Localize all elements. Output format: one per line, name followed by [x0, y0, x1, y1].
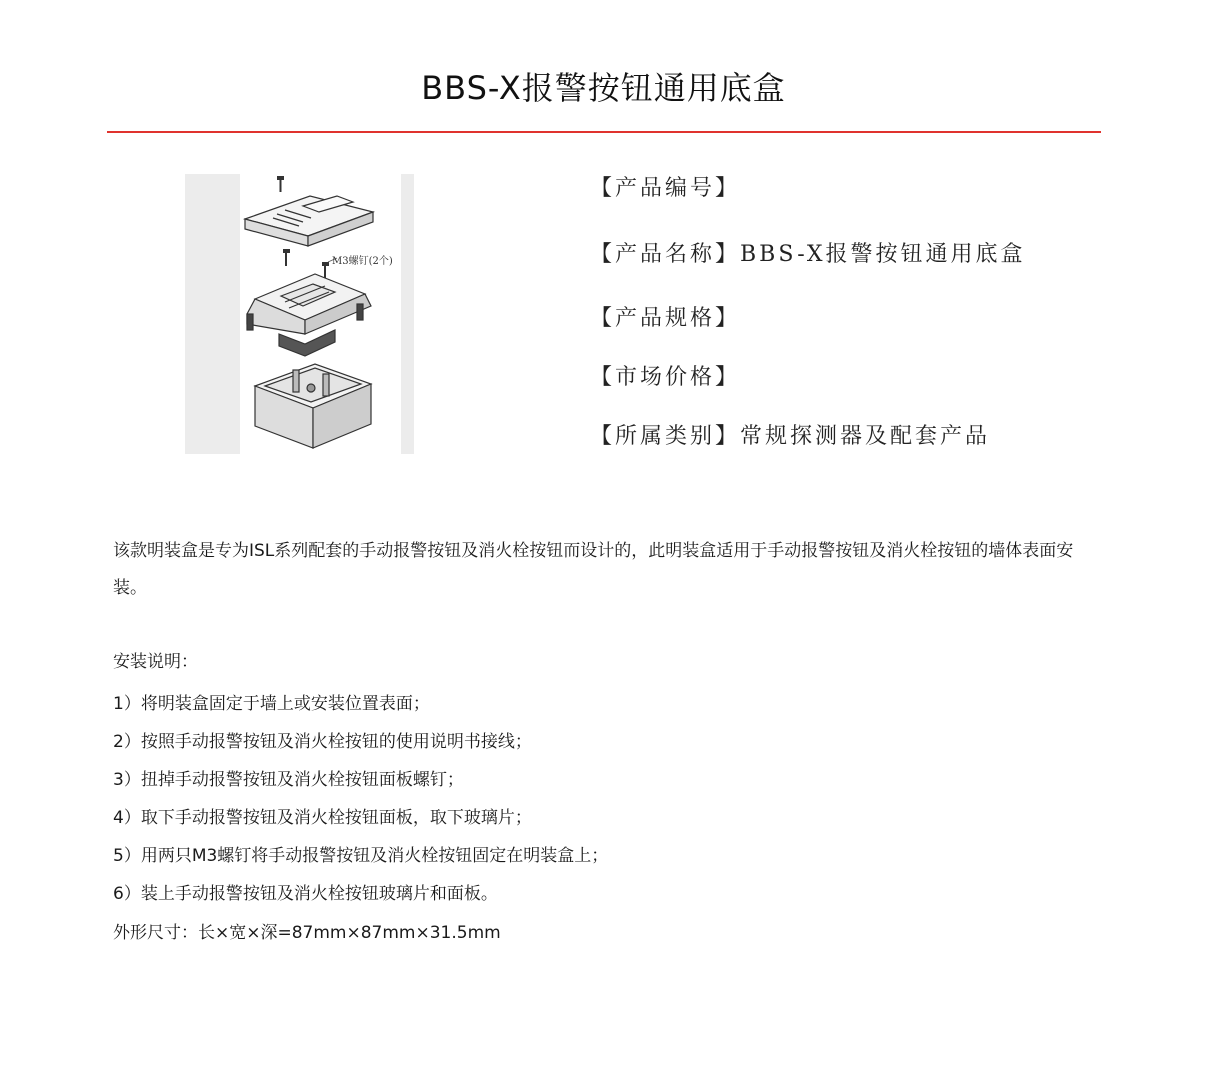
product-exploded-diagram: [185, 174, 414, 454]
install-step: 3）扭掉手动报警按钮及消火栓按钮面板螺钉；: [113, 770, 464, 790]
install-step: 5）用两只M3螺钉将手动报警按钮及消火栓按钮固定在明装盒上；: [113, 846, 609, 866]
product-description: 该款明装盒是专为ISL系列配套的手动报警按钮及消火栓按钮而设计的，此明装盒适用于手动报警按钮及消火栓按钮的墙体表面安装。: [113, 541, 1074, 598]
title-divider: [107, 131, 1101, 133]
m3-screw-label: M3螺钉(2个): [332, 256, 393, 267]
page-title: BBS-X报警按钮通用底盒: [421, 69, 786, 107]
install-step: 6）装上手动报警按钮及消火栓按钮玻璃片和面板。: [113, 884, 498, 904]
info-product-name: 【产品名称】BBS-X报警按钮通用底盒: [590, 242, 1026, 267]
info-product-number: 【产品编号】: [590, 176, 741, 201]
install-step: 1）将明装盒固定于墙上或安装位置表面；: [113, 694, 430, 714]
installation-heading: 安装说明：: [113, 652, 198, 672]
info-category: 【所属类别】常规探测器及配套产品: [590, 424, 991, 449]
install-step: 2）按照手动报警按钮及消火栓按钮的使用说明书接线；: [113, 732, 532, 752]
info-product-spec: 【产品规格】: [590, 306, 741, 331]
info-market-price: 【市场价格】: [590, 365, 741, 390]
install-step: 4）取下手动报警按钮及消火栓按钮面板，取下玻璃片；: [113, 808, 532, 828]
dimensions-text: 外形尺寸：长×宽×深=87mm×87mm×31.5mm: [113, 923, 501, 943]
